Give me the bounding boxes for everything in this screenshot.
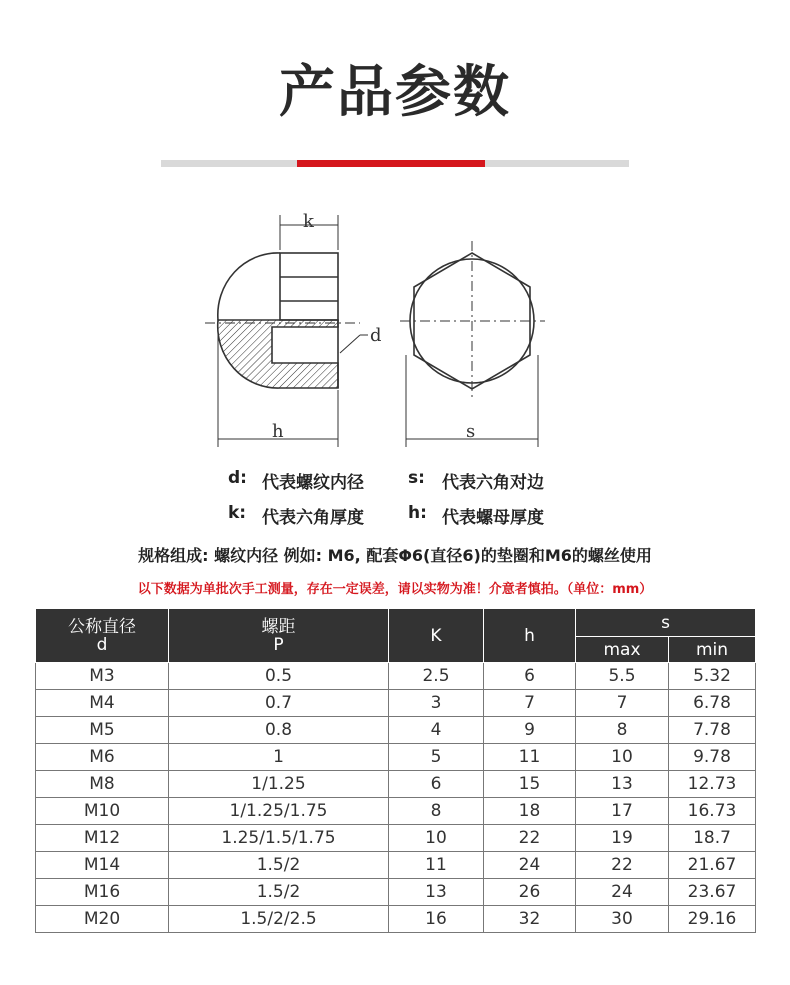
cell-s-min: 29.16 bbox=[669, 906, 756, 933]
label-s: s bbox=[466, 421, 476, 442]
header-nominal-diameter bbox=[36, 609, 169, 663]
cell-k: 5 bbox=[389, 744, 484, 771]
cell-d: M5 bbox=[36, 717, 169, 744]
cell-k: 6 bbox=[389, 771, 484, 798]
table-row bbox=[36, 879, 756, 906]
cell-s-max: 5.5 bbox=[576, 663, 669, 690]
legend-d-key: d: bbox=[228, 468, 247, 488]
cell-s-max: 13 bbox=[576, 771, 669, 798]
cell-s-max: 19 bbox=[576, 825, 669, 852]
legend-s-key: s: bbox=[408, 468, 425, 488]
cell-h: 32 bbox=[484, 906, 576, 933]
table-row bbox=[36, 771, 756, 798]
cell-h: 6 bbox=[484, 663, 576, 690]
cell-h: 15 bbox=[484, 771, 576, 798]
cell-h: 7 bbox=[484, 690, 576, 717]
label-d: d bbox=[370, 325, 382, 346]
cell-s-min: 18.7 bbox=[669, 825, 756, 852]
page-title: 产品参数 bbox=[279, 60, 511, 125]
cell-d: M20 bbox=[36, 906, 169, 933]
cell-s-max: 17 bbox=[576, 798, 669, 825]
header-h: h bbox=[484, 609, 576, 663]
cell-s-max: 22 bbox=[576, 852, 669, 879]
cell-s-max: 30 bbox=[576, 906, 669, 933]
cell-s-min: 21.67 bbox=[669, 852, 756, 879]
cell-d: M4 bbox=[36, 690, 169, 717]
table-row bbox=[36, 717, 756, 744]
cell-d: M14 bbox=[36, 852, 169, 879]
legend-row-1 bbox=[0, 468, 790, 492]
cell-p: 1.5/2 bbox=[169, 879, 389, 906]
cell-k: 13 bbox=[389, 879, 484, 906]
cell-p: 1.25/1.5/1.75 bbox=[169, 825, 389, 852]
cell-s-max: 8 bbox=[576, 717, 669, 744]
cell-d: M8 bbox=[36, 771, 169, 798]
legend-h-key: h: bbox=[408, 503, 427, 523]
cell-s-min: 7.78 bbox=[669, 717, 756, 744]
cell-s-max: 24 bbox=[576, 879, 669, 906]
header-nominal-diameter-label: 公称直径 bbox=[68, 616, 136, 637]
label-k: k bbox=[303, 211, 314, 232]
header-pitch-symbol: P bbox=[273, 634, 284, 655]
header-k: K bbox=[389, 609, 484, 663]
cell-p: 0.8 bbox=[169, 717, 389, 744]
cell-p: 1.5/2/2.5 bbox=[169, 906, 389, 933]
header-pitch bbox=[169, 609, 389, 663]
cell-h: 24 bbox=[484, 852, 576, 879]
cell-d: M16 bbox=[36, 879, 169, 906]
cell-s-max: 7 bbox=[576, 690, 669, 717]
header-pitch-label: 螺距 bbox=[261, 616, 296, 637]
header-s: s bbox=[576, 609, 756, 637]
table-row bbox=[36, 744, 756, 771]
header-nominal-diameter-symbol: d bbox=[96, 634, 108, 655]
cap-nut-drawing bbox=[200, 205, 570, 455]
table-row bbox=[36, 825, 756, 852]
cell-k: 10 bbox=[389, 825, 484, 852]
table-row bbox=[36, 852, 756, 879]
legend-k-text: 代表六角厚度 bbox=[262, 508, 364, 528]
legend-s-text: 代表六角对边 bbox=[442, 473, 544, 493]
cell-s-min: 6.78 bbox=[669, 690, 756, 717]
top-view bbox=[400, 241, 545, 447]
cell-s-min: 16.73 bbox=[669, 798, 756, 825]
table-row bbox=[36, 798, 756, 825]
spec-table bbox=[35, 608, 756, 933]
cell-d: M10 bbox=[36, 798, 169, 825]
label-h: h bbox=[272, 421, 284, 442]
legend-k-key: k: bbox=[228, 503, 247, 523]
cell-s-min: 5.32 bbox=[669, 663, 756, 690]
cell-h: 22 bbox=[484, 825, 576, 852]
cell-k: 2.5 bbox=[389, 663, 484, 690]
table-row bbox=[36, 906, 756, 933]
cell-d: M12 bbox=[36, 825, 169, 852]
cell-h: 9 bbox=[484, 717, 576, 744]
legend-d-text: 代表螺纹内径 bbox=[262, 473, 364, 493]
header-s-min: min bbox=[669, 637, 756, 663]
cell-s-min: 23.67 bbox=[669, 879, 756, 906]
cell-p: 0.7 bbox=[169, 690, 389, 717]
cell-d: M3 bbox=[36, 663, 169, 690]
side-view bbox=[205, 215, 368, 447]
table-row bbox=[36, 663, 756, 690]
cell-s-min: 12.73 bbox=[669, 771, 756, 798]
spec-description: 规格组成: 螺纹内径 例如: M6, 配套Φ6(直径6)的垫圈和M6的螺丝使用 bbox=[138, 546, 652, 565]
cell-k: 8 bbox=[389, 798, 484, 825]
cell-s-min: 9.78 bbox=[669, 744, 756, 771]
title-divider-accent bbox=[297, 160, 485, 167]
cell-k: 16 bbox=[389, 906, 484, 933]
cell-k: 11 bbox=[389, 852, 484, 879]
legend-h-text: 代表螺母厚度 bbox=[442, 508, 544, 528]
legend-row-2 bbox=[0, 503, 790, 527]
header-s-max: max bbox=[576, 637, 669, 663]
cell-p: 1 bbox=[169, 744, 389, 771]
cell-h: 26 bbox=[484, 879, 576, 906]
cell-p: 1/1.25/1.75 bbox=[169, 798, 389, 825]
cell-h: 11 bbox=[484, 744, 576, 771]
cell-k: 3 bbox=[389, 690, 484, 717]
cell-p: 1.5/2 bbox=[169, 852, 389, 879]
measurement-note: 以下数据为单批次手工测量，存在一定误差，请以实物为准！介意者慎拍。（单位：mm） bbox=[137, 582, 653, 597]
cell-p: 0.5 bbox=[169, 663, 389, 690]
cell-s-max: 10 bbox=[576, 744, 669, 771]
cell-p: 1/1.25 bbox=[169, 771, 389, 798]
cell-h: 18 bbox=[484, 798, 576, 825]
cell-k: 4 bbox=[389, 717, 484, 744]
table-row bbox=[36, 690, 756, 717]
cell-d: M6 bbox=[36, 744, 169, 771]
